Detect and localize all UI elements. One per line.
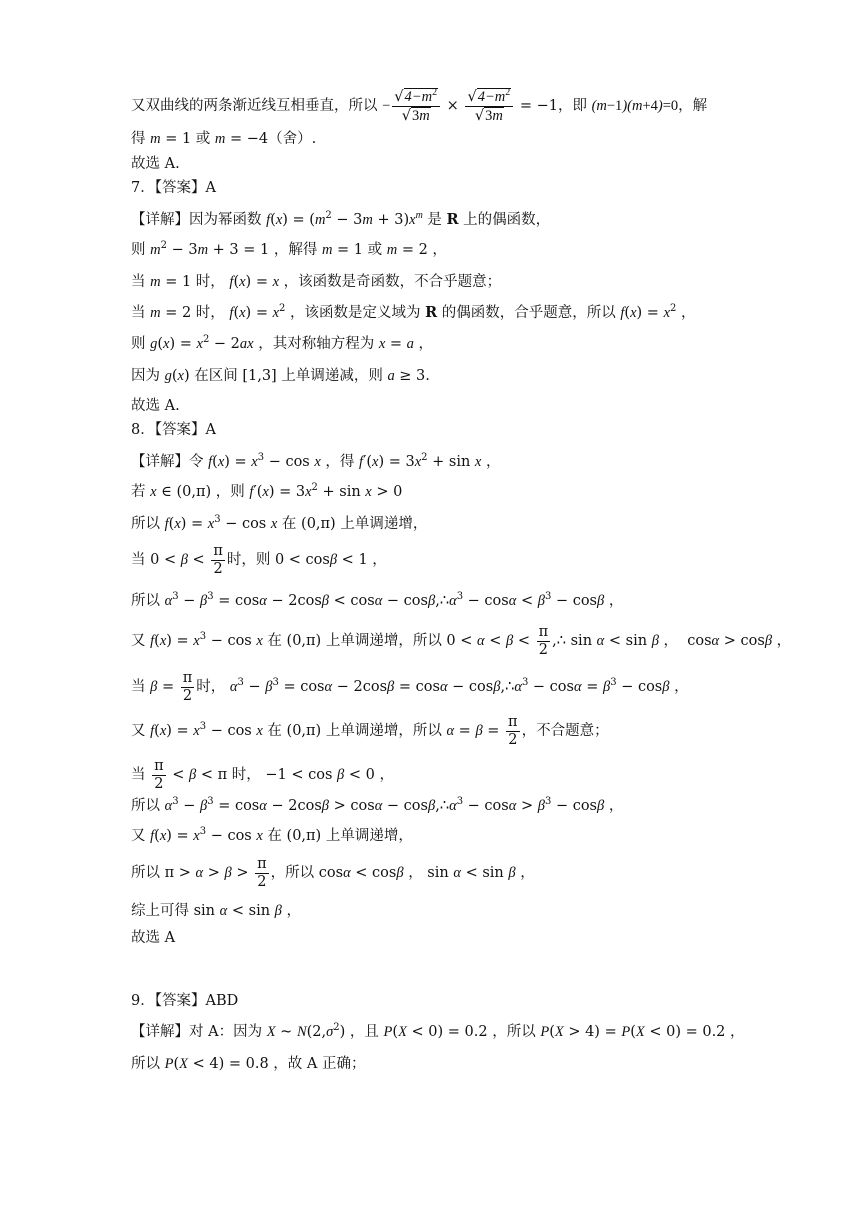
text-line: 又 $f(x) = x^3 - \cos x$ 在 (0,π) 上单调递增， (131, 826, 413, 844)
text-line: 【详解】因为幂函数 $f(x) = (m^2 - 3m + 3)x^m$ 是 R 上的偶函数， (131, 210, 551, 228)
text-line: 又 $f(x) = x^3 - \cos x$ 在 (0,π) 上单调递增，所以 0 < α < β < $\frac{\pi}{2}$ ,∴ sin α < sin β ， cosα > cosβ ， (131, 623, 792, 658)
text-line: 【详解】令 $f(x) = x^3 - \cos x$ ，得 $f'(x) = 3x^2 + \sin x$ ， (131, 452, 501, 470)
text-line: 所以 $\alpha^3 - \beta^3 = \cos\alpha - 2\cos\beta > \cos\alpha$ − $\cos\beta,\therefore\alpha^3 - \cos\alpha > \beta^3 - \cos\beta$ ， (131, 796, 624, 814)
text-line: 所以 $f(x) = x^3 - \cos x$ 在 (0,π) 上单调递增， (131, 514, 428, 532)
text-line: 则 $g(x) = x^2 - 2ax$ ，其对称轴方程为 x = a ， (131, 334, 433, 352)
text-line: 【详解】对 A：因为 X ~ $N(2,\sigma^2)$ ，且 P(X < 0) = 0.2 ，所以 P(X > 4) = P(X < 0) = 0.2 ， (131, 1022, 745, 1040)
fraction: $\frac{√4-m^2}{√3m}$ (392, 88, 440, 125)
text-line: 当 m = 2 时， $f(x) = x^2$ ，该函数是定义域为 R 的偶函数，合乎题意，所以 $f(x) = x^2$ ， (131, 303, 696, 321)
text-line: 综上可得 sin α < sin β ， (131, 903, 302, 919)
text-line: 故选 A (131, 930, 176, 946)
text-line: 又 $f(x) = x^3 - \cos x$ 在 (0,π) 上单调递增，所以 α = β = $\frac{\pi}{2}$ ，不合题意； (131, 713, 609, 748)
text-line: 因为 g(x) 在区间 [1,3] 上单调递减，则 a ≥ 3. (131, 368, 430, 384)
text-line: 当 $\frac{\pi}{2}$ < β < π 时， −1 < cos β < 0 ， (131, 757, 394, 792)
text-line: 当 m = 1 时， f(x) = x ，该函数是奇函数，不合乎题意； (131, 274, 502, 290)
text-line: 所以 P(X < 4) = 0.8 ，故 A 正确； (131, 1056, 366, 1072)
text-line: 故选 A. (131, 156, 180, 172)
text-line: 当 0 < β < $\frac{\pi}{2}$ 时，则 0 < cosβ < 1 ， (131, 542, 387, 577)
text-line: 则 $m^2 - 3m + 3 = 1$ ，解得 m = 1 或 m = 2 ， (131, 240, 447, 258)
line-text: 又双曲线的两条渐近线互相垂直，所以 (131, 98, 378, 114)
text-line: 若 x ∈ (0,π) ，则 $f'(x) = 3x^2 + \sin x > 0$ (131, 482, 403, 500)
text-line: 又双曲线的两条渐近线互相垂直，所以 − $\frac{√4-m^2}{√3m}$ × $\frac{√4-m^2}{√3m}$ = −1，即 (m−1)(m+4)=0，解 (131, 86, 708, 124)
answer-heading: 8．【答案】A (131, 422, 216, 438)
fraction: $\frac{√4-m^2}{√3m}$ (465, 88, 513, 125)
text-line: 所以 π > α > β > $\frac{\pi}{2}$ ，所以 cosα < cosβ ， sin α < sin β ， (131, 855, 535, 890)
answer-heading: 9．【答案】ABD (131, 993, 239, 1009)
text-line: 当 β = $\frac{\pi}{2}$ 时， $\alpha^3 - \beta^3 = \cos\alpha - 2\cos\beta = \cos\alpha$ − $\cos\beta,\therefore\alpha^3 - \cos\alpha = \beta^3 - \cos\beta$ ， (131, 669, 689, 704)
text-line: 得 m = 1 或 m = −4（舍）. (131, 131, 317, 147)
text-line: 故选 A. (131, 398, 180, 414)
text-line: 所以 $\alpha^3 - \beta^3 = \cos\alpha - 2\cos\beta < \cos\alpha$ − $\cos\beta,\therefore\alpha^3 - \cos\alpha < \beta^3 - \cos\beta$ ， (131, 591, 624, 609)
answer-heading: 7．【答案】A (131, 180, 216, 196)
